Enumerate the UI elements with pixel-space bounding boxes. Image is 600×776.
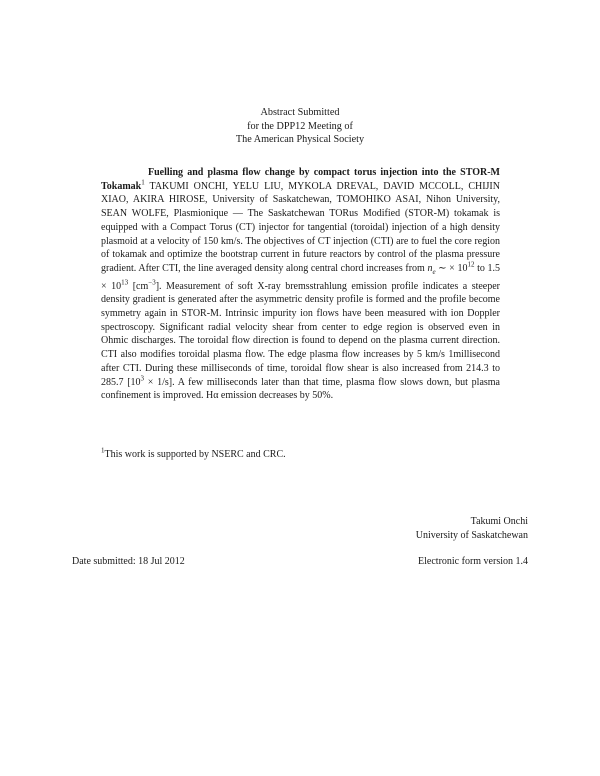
exponent-3: −3 — [148, 278, 156, 287]
unit-open: [cm — [128, 280, 149, 292]
density-subscript: e — [432, 267, 436, 276]
footnote-number: 1 — [101, 446, 105, 455]
footnote — [101, 448, 500, 461]
exponent-4: 3 — [140, 374, 145, 383]
density-symbol: n — [427, 262, 433, 274]
footer-line — [72, 555, 528, 568]
exponent-1: 12 — [467, 260, 475, 269]
footnote-mark: 1 — [141, 178, 145, 187]
density-to: to 1.5 × 10 — [101, 262, 501, 292]
form-version: Electronic form version 1.4 — [418, 556, 528, 567]
signature-name: Takumi Onchi — [470, 516, 528, 527]
abstract-block — [101, 166, 500, 403]
header-line-3: The American Physical Society — [235, 134, 365, 146]
header-line-1: Abstract Submitted — [260, 107, 340, 118]
header-line-2: for the DPP12 Meeting of — [247, 120, 353, 132]
abstract-paragraph — [101, 166, 500, 403]
abstract-body-3: × 1/s]. A few milliseconds later than that time, plasma flow slows down, but plasma confinement is improved. Hα emission decreases by 50%. — [101, 376, 500, 402]
footnote-text: This work is supported by NSERC and CRC. — [104, 449, 286, 460]
author-list: TAKUMI ONCHI, YELU LIU, MYKOLA DREVAL, DAVID MCCOLL, CHIJIN XIAO, AKIRA HIROSE, University of Saskatchewan, TOMOHIKO ASAI, Nihon University, SEAN WOLFE, Plasmionique — — [101, 180, 500, 220]
exponent-2: 13 — [121, 278, 129, 287]
abstract-body-2: ]. Measurement of soft X-ray bremsstrahlung emission profile indicates a steeper density gradient is generated after the asymmetric density profile is formed and the profile become symmetry again in STOR-M. Intrinsic impurity ion flows have been measured with ion Doppler spectroscopy. Significant radial velocity shear from center to edge region is observed even in Ohmic discharges. The toroidal flow direction is found to depend on the plasma current direction. CTI also modifies toroidal plasma flow. The edge plasma flow increases by 5 km/s 1millisecond after CTI. During these milliseconds of time, toroidal flow shear is also increased from 214.3 to 285.7 [10 — [101, 280, 501, 388]
signature-affiliation: University of Saskatchewan — [415, 529, 528, 541]
date-submitted: Date submitted: 18 Jul 2012 — [72, 556, 185, 567]
abstract-body-1: The Saskatchewan TORus Modified (STOR-M) tokamak is equipped with a Compact Torus (CT) injector for tangential (toroidal) injection of a high density plasmoid at a velocity of 150 km/s. The objectives of CT injection (CTI) are to fuel the core region of tokamak and optimize the bootstrap current in future reactors by control of the plasma pressure gradient. After CTI, the line averaged density along central chord increases from — [101, 208, 500, 274]
submission-header — [0, 106, 600, 147]
signature-block — [416, 515, 528, 542]
density-mid: ∼ × 10 — [435, 262, 468, 274]
abstract-title: Fuelling and plasma flow change by compact torus injection into the STOR-M Tokamak — [101, 167, 500, 192]
